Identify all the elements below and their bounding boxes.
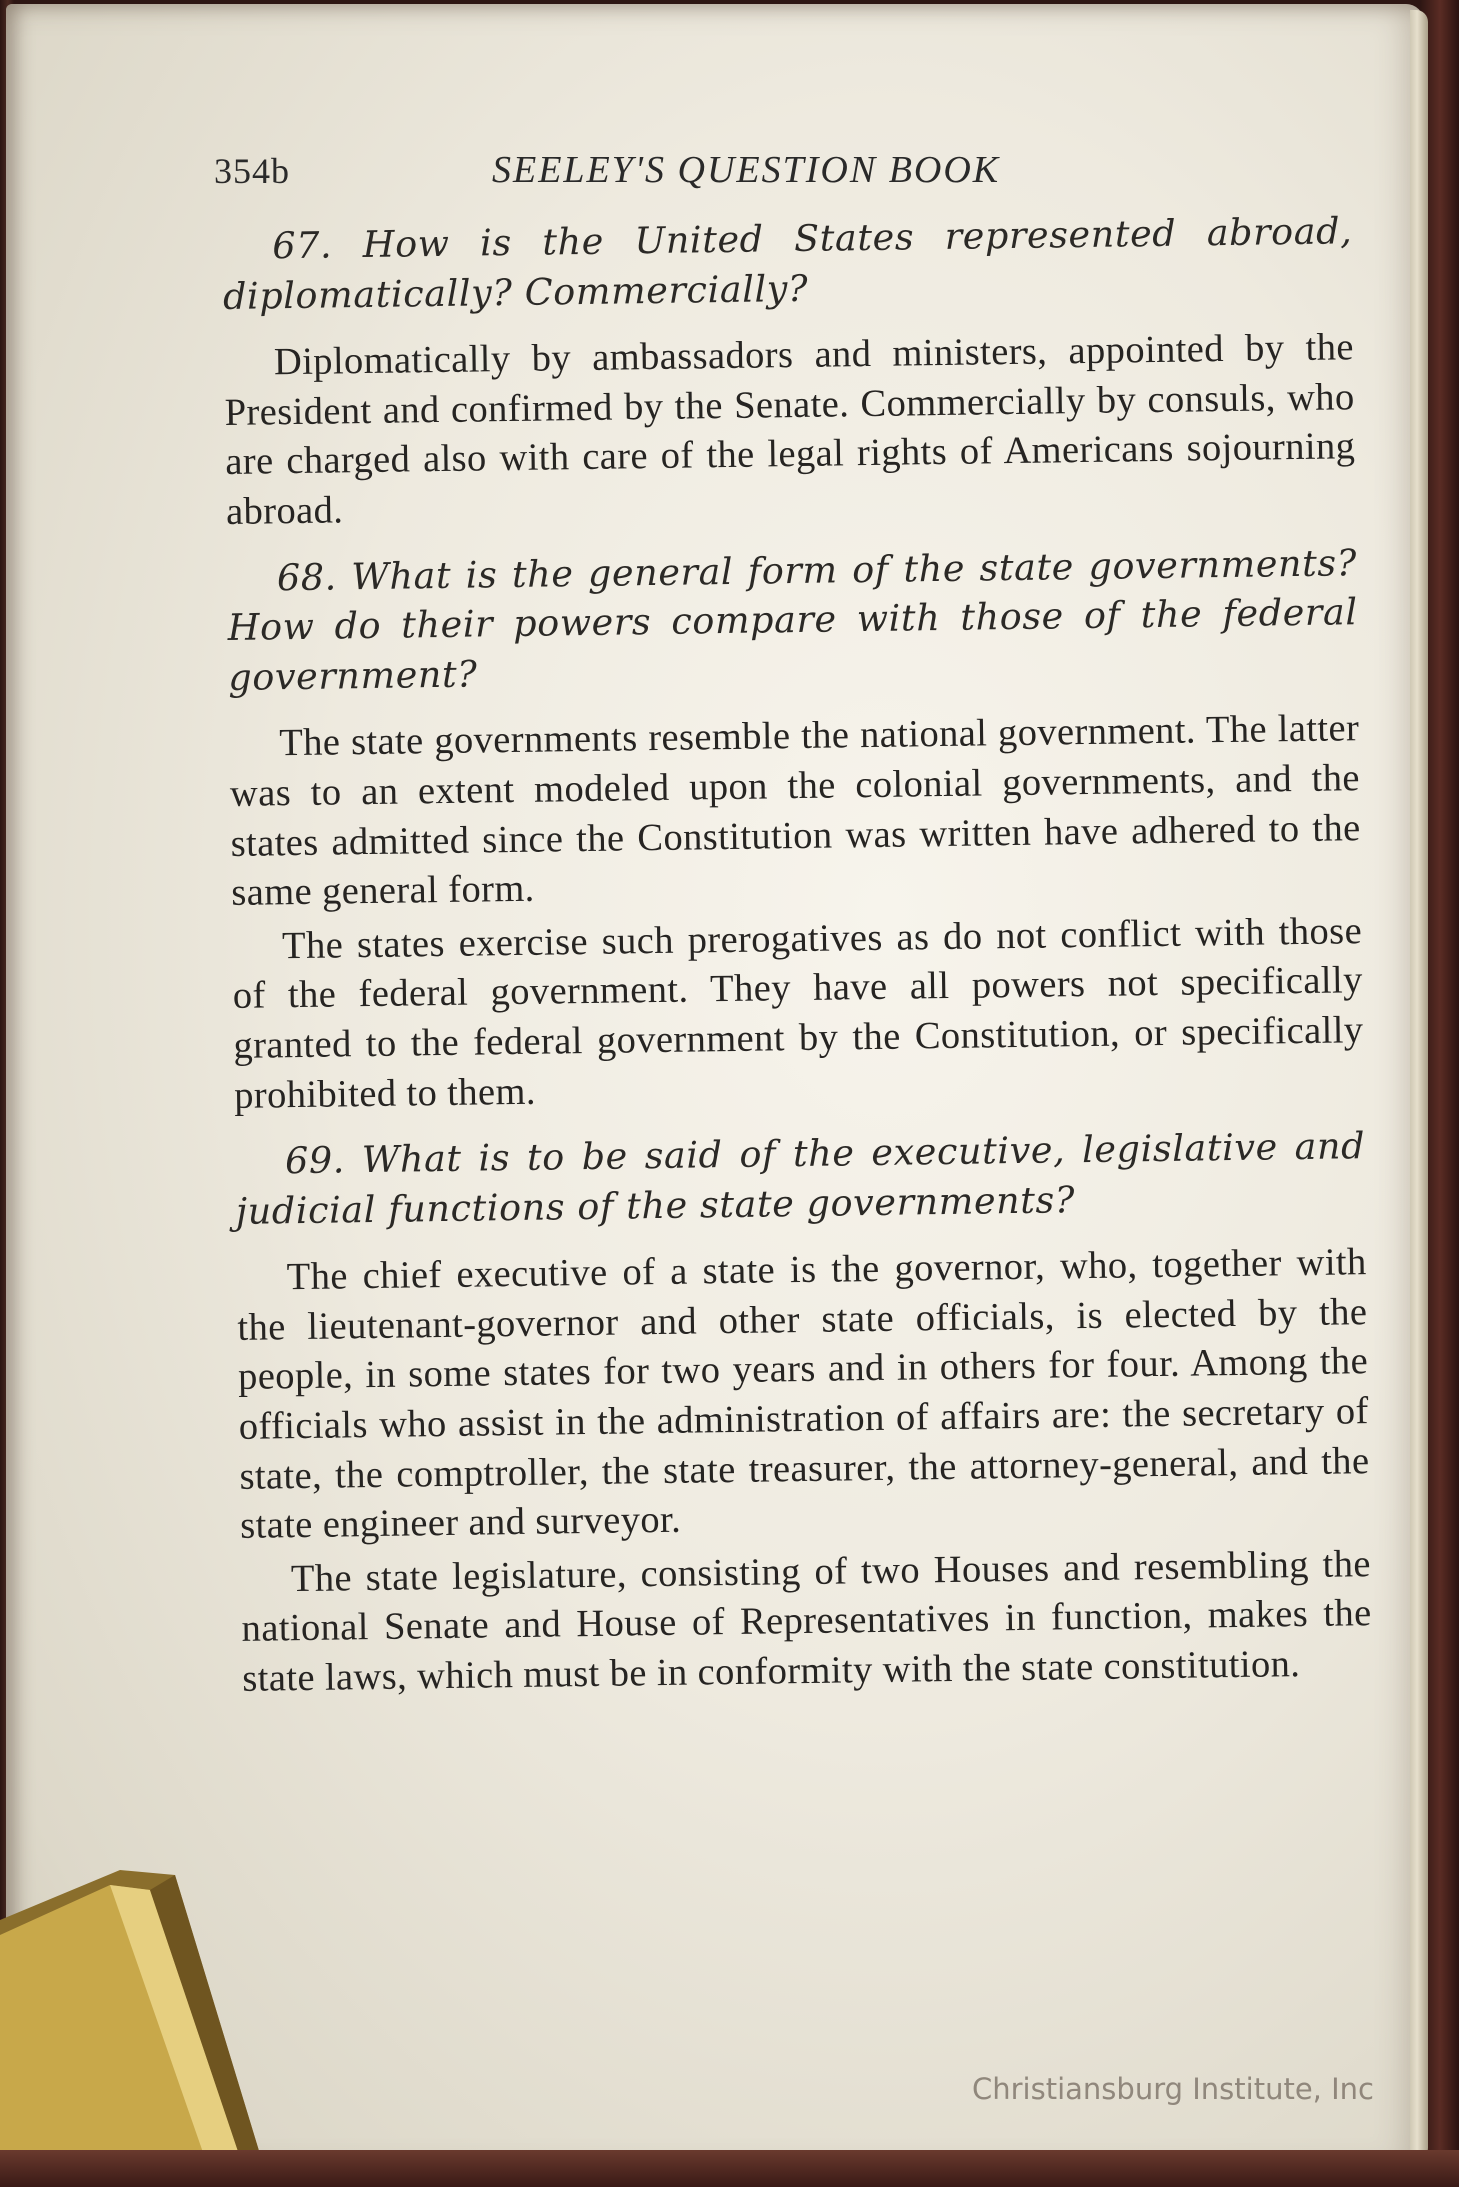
answer-69-paragraph-1: The chief executive of a state is the governor, who, together with the lieutenant-governor and other state officials, is elected by the people, in some states for two years and in others for four. Among the officials who assist in the administration of affairs are: the secretary of state, the comptroller, the state treasurer, the attorney-general, and the state engineer and surveyor. [237,1241,1370,1548]
page-header [214,146,1094,196]
answer-67: Diplomatically by ambassadors and ministers, appointed by the President and confirmed by the Senate. Commercially by consuls, who are charged also with care of the legal rights of Americans sojourning abroad. [224,326,1356,533]
answer-68-paragraph-2: The states exercise such prerogatives as do not conflict with those of the federal government. They have all powers not specifically granted to the federal government by the Constitution, or specifically prohibited to them. [232,909,1364,1117]
bottom-page-edge [0,2150,1459,2187]
answer-69-paragraph-2: The state legislature, consisting of two Houses and resembling the national Senate and House of Representatives in function, makes the state laws, which must be in conformity with the state constitution. [241,1542,1372,1700]
answer-68-paragraph-1: The state governments resemble the national government. The latter was to an extent modeled upon the colonial governments, and the states admitted since the Constitution was written have adhered to the same general form. [229,707,1361,915]
bookmark-ribbon [0,1860,280,2187]
page-number: 354b [214,151,290,191]
question-67: 67. How is the United States represented abroad, diplomatically? Commercially? [222,209,1353,318]
page-edge [1410,10,1428,2160]
question-69: 69. What is to be said of the executive, legislative and judicial functions of the state governments? [235,1124,1366,1233]
question-68: 68. What is the general form of the state governments? How do their powers compare with those of the federal government? [227,540,1358,699]
watermark-text: Christiansburg Institute, Inc [972,2072,1374,2106]
running-title: SEELEY'S QUESTION BOOK [492,149,1001,191]
page-body [222,206,1373,1720]
